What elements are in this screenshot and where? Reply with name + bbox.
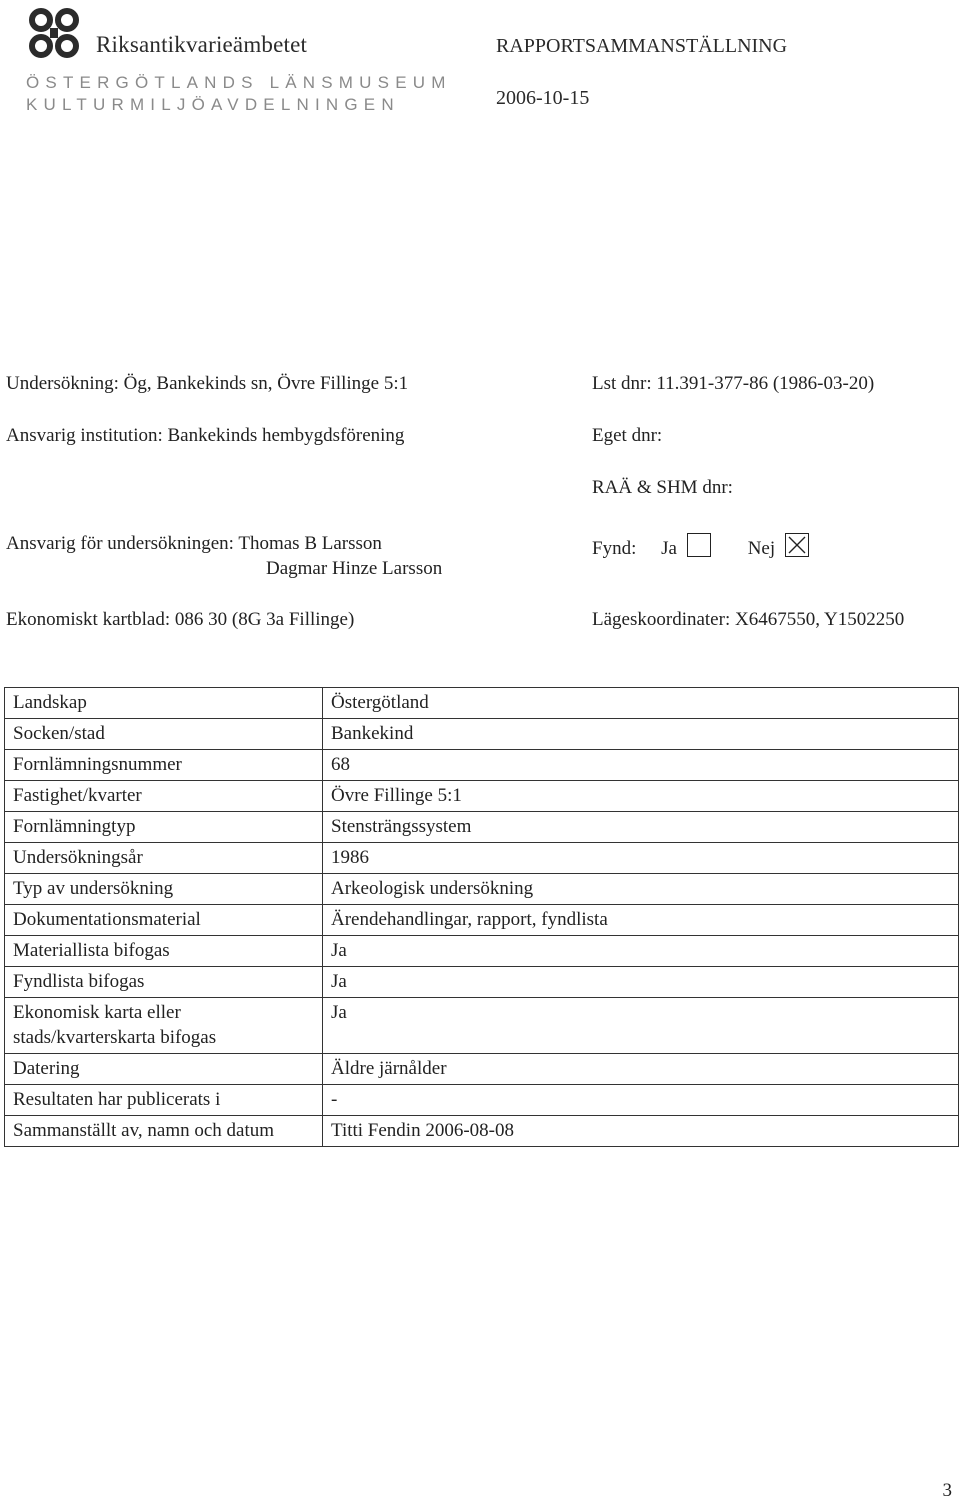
fynd-ja-checkbox[interactable]	[687, 533, 711, 557]
raa-dnr-text: RAÄ & SHM dnr:	[592, 477, 733, 498]
table-row	[5, 998, 959, 1054]
undersokning-text: Undersökning: Ög, Bankekinds sn, Övre Fillinge 5:1	[6, 373, 409, 394]
table-row	[5, 843, 959, 874]
row-key: Dokumentationsmaterial	[5, 905, 323, 936]
row-key: Resultaten har publicerats i	[5, 1085, 323, 1116]
table-row	[5, 905, 959, 936]
table-row	[5, 812, 959, 843]
table-row	[5, 967, 959, 998]
table-row	[5, 1085, 959, 1116]
raa-emblem-icon	[26, 6, 86, 62]
row-key: Fastighet/kvarter	[5, 781, 323, 812]
table-row	[5, 936, 959, 967]
fynd-field	[592, 533, 809, 560]
ansvarig-text: Ansvarig för undersökningen: Thomas B Larsson	[6, 533, 382, 554]
row-key: Sammanställt av, namn och datum	[5, 1116, 323, 1147]
row-key: Fornlämningsnummer	[5, 750, 323, 781]
row-value: Östergötland	[323, 688, 959, 719]
table-row	[5, 1054, 959, 1085]
fynd-nej-label: Nej	[747, 538, 776, 559]
checked-x-icon	[786, 534, 808, 556]
row-key: Datering	[5, 1054, 323, 1085]
table-row	[5, 719, 959, 750]
row-value: 1986	[323, 843, 959, 874]
row-value: Ärendehandlingar, rapport, fyndlista	[323, 905, 959, 936]
row-value: Stensträngssystem	[323, 812, 959, 843]
table-row	[5, 688, 959, 719]
row-value: Arkeologisk undersökning	[323, 874, 959, 905]
table-row	[5, 750, 959, 781]
row-key: Typ av undersökning	[5, 874, 323, 905]
row-key: Materiallista bifogas	[5, 936, 323, 967]
table-row	[5, 1116, 959, 1147]
eget-dnr-text: Eget dnr:	[592, 425, 663, 446]
fynd-nej-checkbox[interactable]	[785, 533, 809, 557]
fynd-label: Fynd:	[592, 538, 637, 559]
row-key: Undersökningsår	[5, 843, 323, 874]
ansvarig-second-text: Dagmar Hinze Larsson	[266, 558, 443, 579]
table-row	[5, 874, 959, 905]
row-key: Fornlämningtyp	[5, 812, 323, 843]
row-value: Ja	[323, 967, 959, 998]
row-value: Ja	[323, 936, 959, 967]
logo-text: Riksantikvarieämbetet	[96, 32, 308, 57]
table-row	[5, 781, 959, 812]
page-number: 3	[942, 1480, 952, 1501]
row-value: Titti Fendin 2006-08-08	[323, 1116, 959, 1147]
row-value: 68	[323, 750, 959, 781]
row-key: Landskap	[5, 688, 323, 719]
row-value: Övre Fillinge 5:1	[323, 781, 959, 812]
document-type: RAPPORTSAMMANSTÄLLNING	[496, 35, 788, 57]
koordinater-text: Lägeskoordinater: X6467550, Y1502250	[592, 609, 905, 630]
site-info-table	[4, 687, 959, 1147]
department-name: KULTURMILJÖAVDELNINGEN	[26, 95, 400, 114]
raa-logo	[26, 6, 326, 62]
lst-dnr-text: Lst dnr: 11.391-377-86 (1986-03-20)	[592, 373, 875, 394]
row-key: Ekonomisk karta eller stads/kvarterskarta bifogas	[5, 998, 323, 1054]
row-value: Ja	[323, 998, 959, 1054]
row-value: Äldre järnålder	[323, 1054, 959, 1085]
document-date: 2006-10-15	[496, 87, 590, 109]
fynd-ja-label: Ja	[661, 538, 677, 559]
row-key: Socken/stad	[5, 719, 323, 750]
row-value: Bankekind	[323, 719, 959, 750]
kartblad-text: Ekonomiskt kartblad: 086 30 (8G 3a Fillinge)	[6, 609, 355, 630]
row-key: Fyndlista bifogas	[5, 967, 323, 998]
institution-text: Ansvarig institution: Bankekinds hembygdsförening	[6, 425, 405, 446]
row-value: -	[323, 1085, 959, 1116]
museum-name: ÖSTERGÖTLANDS LÄNSMUSEUM	[26, 73, 452, 92]
